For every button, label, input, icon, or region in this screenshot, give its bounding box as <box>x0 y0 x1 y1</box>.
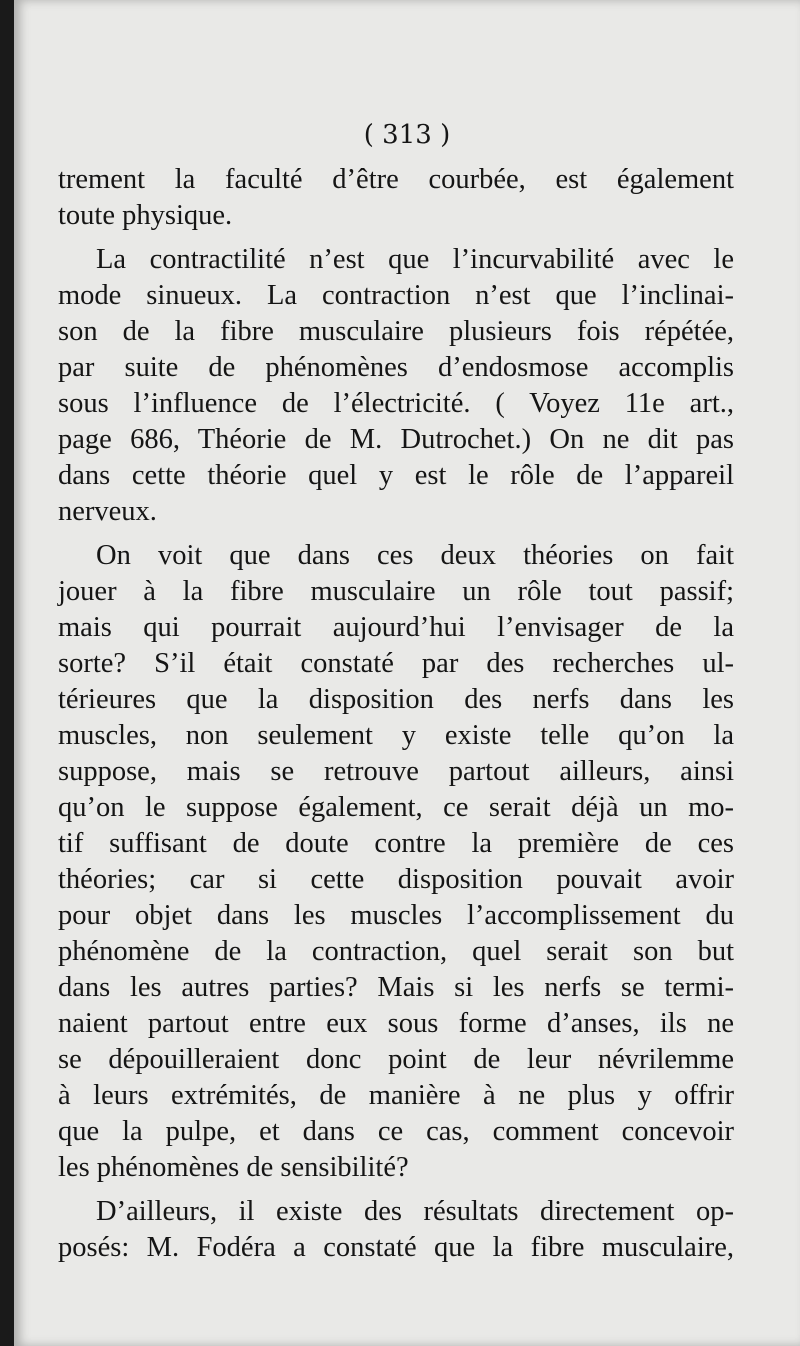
text-line: On voit que dans ces deux théories on fait <box>96 540 734 571</box>
text-line: D’ailleurs, il existe des résultats directement op- <box>96 1196 734 1227</box>
text-line: dans les autres parties? Mais si les nerfs se termi- <box>58 972 734 1003</box>
text-line: naient partout entre eux sous forme d’anses, ils ne <box>58 1008 734 1039</box>
text-line: jouer à la fibre musculaire un rôle tout passif; <box>58 576 734 607</box>
text-line: mode sinueux. La contraction n’est que l’inclinai- <box>58 280 734 311</box>
text-line: pour objet dans les muscles l’accomplissement du <box>58 900 734 931</box>
paragraph-gap <box>58 1186 734 1194</box>
text-line: mais qui pourrait aujourd’hui l’envisager de la <box>58 612 734 643</box>
text-line: suppose, mais se retrouve partout ailleurs, ainsi <box>58 756 734 787</box>
text-line: les phénomènes de sensibilité? <box>58 1152 409 1183</box>
text-line: à leurs extrémités, de manière à ne plus y offrir <box>58 1080 734 1111</box>
text-line: muscles, non seulement y existe telle qu’on la <box>58 720 734 751</box>
text-line: que la pulpe, et dans ce cas, comment concevoir <box>58 1116 734 1147</box>
page-number: ( 313 ) <box>363 120 451 150</box>
paragraph-gap <box>58 530 734 538</box>
text-line: trement la faculté d’être courbée, est également <box>58 164 734 195</box>
text-line: La contractilité n’est que l’incurvabilité avec le <box>96 244 734 275</box>
text-line: térieures que la disposition des nerfs dans les <box>58 684 734 715</box>
text-line: page 686, Théorie de M. Dutrochet.) On ne dit pas <box>58 424 734 455</box>
text-line: qu’on le suppose également, ce serait déjà un mo- <box>58 792 734 823</box>
text-line: son de la fibre musculaire plusieurs fois répétée, <box>58 316 734 347</box>
text-line: posés: M. Fodéra a constaté que la fibre musculaire, <box>58 1232 734 1263</box>
text-line: par suite de phénomènes d’endosmose accomplis <box>58 352 734 383</box>
text-line: se dépouilleraient donc point de leur névrilemme <box>58 1044 734 1075</box>
text-line: nerveux. <box>58 496 157 527</box>
body-text <box>58 162 734 1266</box>
text-line: théories; car si cette disposition pouvait avoir <box>58 864 734 895</box>
text-line: dans cette théorie quel y est le rôle de l’appareil <box>58 460 734 491</box>
text-line: sous l’influence de l’électricité. ( Voyez 11e art., <box>58 388 734 419</box>
text-line: phénomène de la contraction, quel serait son but <box>58 936 734 967</box>
text-line: sorte? S’il était constaté par des recherches ul- <box>58 648 734 679</box>
text-line: tif suffisant de doute contre la première de ces <box>58 828 734 859</box>
paragraph-gap <box>58 234 734 242</box>
text-line: toute physique. <box>58 200 233 231</box>
book-page <box>14 0 800 1346</box>
